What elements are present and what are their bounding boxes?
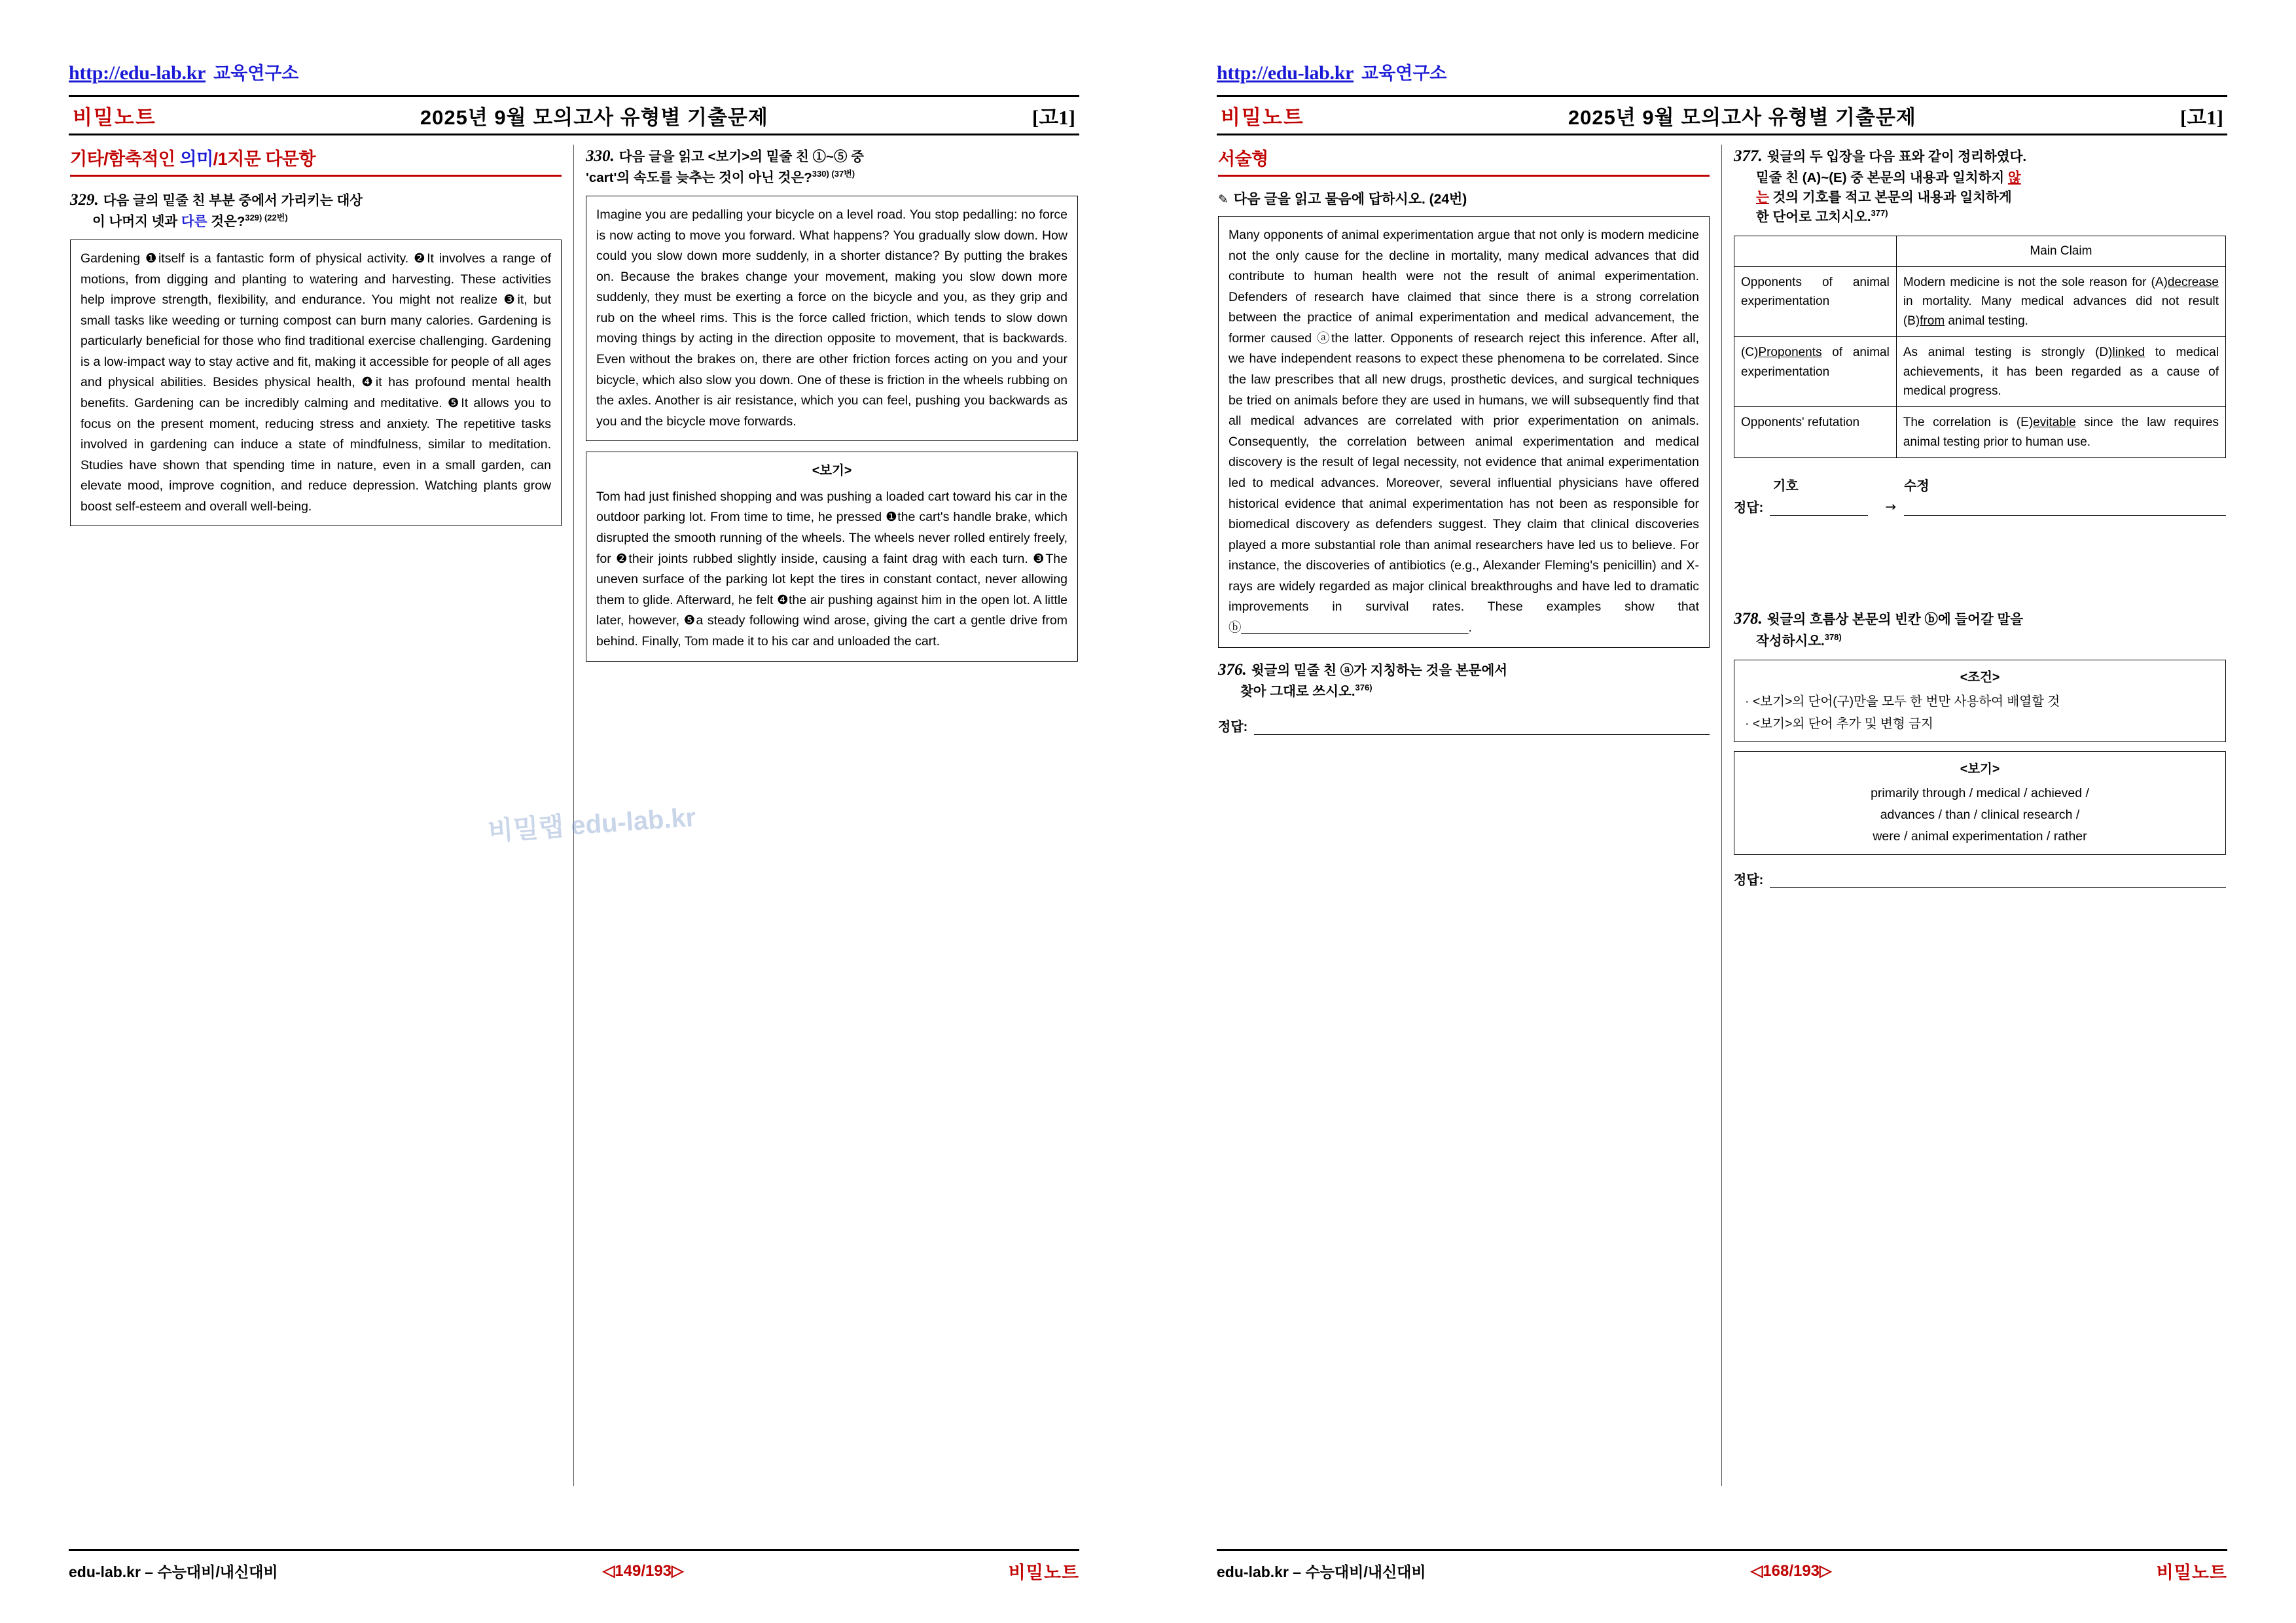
site-name-label: 교육연구소 [213,63,299,83]
row-value-opponents: Modern medicine is not the sole reason for (A)decrease in mortality. Many medical advances did not result (B)from animal testing. [1896,266,2225,336]
site-url-link[interactable]: http://edu-lab.kr [69,62,206,84]
watermark: 비밀랩 edu-lab.kr [487,802,697,847]
correction-input-line[interactable] [1904,499,2226,516]
question-377-head: 377. 윗글의 두 입장을 다음 표와 같이 정리하였다. 밑줄 친 (A)~(E) 중 본문의 내용과 일치하지 않 는 것의 기호를 적고 본문의 내용과 일치하게 한 단어로 고치시오.$^{377)}$ [1734,147,2027,224]
left-column-1 [69,145,574,1486]
site-url-link[interactable]: http://edu-lab.kr [1217,62,1354,84]
condition-box [1734,660,2226,741]
question-378-number: 378. [1734,610,1763,628]
brand-label: 비밀노트 [1221,105,1304,129]
left-page-footer [69,1549,1079,1584]
table-header-row [1734,236,2226,266]
footer-page-number: ◁168/193▷ [1750,1562,1832,1580]
arrow-icon: → [1885,499,1897,515]
bogi-line-1: primarily through / medical / achieved / [1871,785,2089,800]
spacer [1734,522,2226,607]
question-329-passage: Gardening ❶itself is a fantastic form of physical activity. ❷It involves a range of motions, from digging and planting to watering and harvesting. These activities help improve strength, flexibility, and endurance. You might not realize ❸it, but small tasks like weeding or turning compost can burn many calories. Gardening is particularly beneficial for those who find traditional exercise challenging. Gardening is a low-impact way to stay active and fit, making it accessible for people of all ages and physical abilities. Besides physical health, ❹it has profound mental health benefits. Gardening can be incredibly calming and meditative. ❺It allows you to focus on the present moment, reducing stress and anxiety. The repetitive tasks involved in gardening can induce a state of mindfulness, similar to meditation. Studies have shown that spending time in nature, even in a small garden, can elevate mood, improve cognition, and reduce depression. Watching plants grow boost self-esteem and overall well-being. [81,251,551,514]
question-330-number: 330. [586,147,615,165]
question-329 [70,188,562,526]
question-329-number: 329. [70,191,99,209]
question-378-answer-row [1734,869,2226,888]
right-page-footer [1217,1549,2227,1584]
question-330-passage-box [586,196,1078,441]
question-329-head: 329. 다음 글의 밑줄 친 부분 중에서 가리키는 대상 이 나머지 넷과 다른 것은?$^{329) (22번)}$ [70,191,363,230]
table-row [1734,407,2226,458]
question-376 [1218,658,1710,735]
question-330-passage: Imagine you are pedalling your bicycle on a level road. You stop pedalling: no force is now acting to move you forward. What happens? You gradually slow down. How could you slow down more suddenly, in a shorter distance? By putting the brakes on. Because the brakes change your movement, making you slow down more suddenly, they must be exerting a force on the bicycle and you, as they grip and rub on the wheel rims. This is the force called friction, which tends to slow down moving things by acting in the direction opposite to movement, that is backwards. Even without the brakes on, there are other friction forces acting on you and your bicycle, which also slow you down. One of these is friction in the wheels rubbing on the axles. Another is air resistance, which you can feel, pushing you backwards as you and the bicycle move forwards. [596,207,1067,429]
bogi-title: <보기> [1960,761,2000,776]
bogi-line-3: were / animal experimentation / rather [1873,829,2087,844]
question-330-bogi-text: Tom had just finished shopping and was pushing a loaded cart toward his car in the outdoor parking lot. From time to time, he pressed ❶the cart's handle brake, which disrupted the smooth running of the wheels. The wheels never rolled entirely freely, for ❷their joints rubbed slightly inside, causing a faint drag with each turn. ❸The uneven surface of the parking lot kept the tires in constant contact, never allowing them to glide. Afterward, he felt ❹the air pushing against him in the open lot. A little later, however, ❺a steady following wind arose, giving the cart a gentle drive from behind. Finally, Tom made it to his car and unloaded the cart. [596,489,1067,649]
pencil-icon: ✎ [1218,192,1229,207]
page-title: 2025년 9월 모의고사 유형별 기출문제 [1568,105,1916,129]
row-label-proponents: (C)Proponents of animal experimentation [1734,337,1897,407]
footer-brand: 비밀노트 [1008,1563,1079,1582]
page-right [1148,0,2296,1623]
site-link-row-right [1217,59,2227,84]
site-link-row [69,59,1079,84]
footer-site-label: edu-lab.kr – 수능대비/내신대비 [69,1563,278,1580]
reading-prompt: ✎ 다음 글을 읽고 물음에 답하시오. (24번) [1218,192,1467,207]
condition-item-1: · <보기>의 단어(구)만을 모두 한 번만 사용하여 배열할 것 [1745,694,2060,709]
question-330-bogi-box [586,452,1078,661]
section-title-misc: 기타/함축적인 의미/1지문 다문항 [70,145,562,177]
essay-passage: Many opponents of animal experimentation argue that not only is modern medicine not the only cause for the decline in mortality, many medical advances that did contribute to human health were not the result of animal experimentation. Defenders of research have claimed that since there is a strong correlation between the practice of animal experimentation and medical advancement, the former caused ⓐthe latter. Opponents of research reject this inference. After all, we have independent reasons to expect these phenomena to be correlated. Since the law prescribes that all new drugs, prosthetic devices, and surgical techniques be tried on animals before they are used in humans, we will subsequently find that all medical advances are correlated with prior experimentation on animals. Consequently, the correlation between animal experimentation and medical discovery is the result of legal necessity, not evidence that animal experimentation led to medical advances. Moreover, several influential physicians have offered historical evidence that animal experimentation has not been as responsible for biomedical discovery as defenders suggest. They claim that clinical discoveries played a more substantial role than animal researchers have led us to believe. For instance, the discoveries of antibiotics (e.g., Alexander Fleming's penicillin) and X-rays are widely regarded as major clinical breakthroughs and have led to dramatic improvements in survival rates. These examples show that ⓑ________________________________. [1229,228,1699,635]
site-name-label: 교육연구소 [1361,63,1447,83]
page-header-bar [1217,95,2227,135]
answer-label: 정답: [1734,873,1764,888]
question-330-head: 330. 다음 글을 읽고 <보기>의 밑줄 친 ①~⑤ 중 'cart'의 속도를 늦추는 것이 아닌 것은?$^{330) (37번)}$ [586,147,864,186]
question-329-passage-box [70,240,562,527]
question-377-answer-row [1734,497,2226,516]
answer-label: 정답: [1734,501,1764,516]
grade-badge: [고1] [2179,105,2223,129]
answer-input-line[interactable] [1254,718,1710,735]
table-header-blank [1734,236,1897,266]
question-376-number: 376. [1218,660,1247,679]
symbol-header: 기호 [1773,479,1799,494]
footer-site-label: edu-lab.kr – 수능대비/내신대비 [1217,1563,1426,1580]
page-header-bar [69,95,1079,135]
left-column-2 [574,145,1079,1486]
question-378 [1734,607,2226,888]
footer-brand: 비밀노트 [2156,1563,2227,1582]
right-column-1 [1217,145,1722,1486]
answer-column-headers [1734,475,2226,494]
question-378-head: 378. 윗글의 흐름상 본문의 빈칸 ⓑ에 들어갈 말을 작성하시오.$^{378)}$ [1734,610,2024,649]
condition-item-2: · <보기>외 단어 추가 및 변형 금지 [1745,716,1933,731]
symbol-input-line[interactable] [1770,499,1868,516]
right-page-columns [1217,145,2227,1486]
table-row [1734,266,2226,336]
question-376-answer-row [1218,716,1710,735]
question-376-head: 376. 윗글의 밑줄 친 ⓐ가 지칭하는 것을 본문에서 찾아 그대로 쓰시오.$^{376)}$ [1218,660,1508,699]
bogi-line-2: advances / than / clinical research / [1880,808,2080,823]
section-title-essay: 서술형 [1218,145,1710,177]
correction-header: 수정 [1904,479,1929,494]
page-title: 2025년 9월 모의고사 유형별 기출문제 [420,105,768,129]
row-label-opponents: Opponents of animal experimentation [1734,266,1897,336]
row-value-refutation: The correlation is (E)evitable since the law requires animal testing prior to human use. [1896,407,2225,458]
right-column-2 [1722,145,2227,1486]
brand-label: 비밀노트 [73,105,156,129]
question-377-number: 377. [1734,147,1763,165]
left-page-columns [69,145,1079,1486]
bogi-box [1734,751,2226,855]
answer-label: 정답: [1218,719,1248,734]
answer-input-line[interactable] [1770,871,2226,888]
question-377 [1734,145,2226,516]
bogi-label: <보기> [812,463,852,478]
table-row [1734,337,2226,407]
claim-table [1734,236,2226,458]
row-label-refutation: Opponents' refutation [1734,407,1897,458]
essay-passage-box [1218,216,1710,648]
footer-page-number: ◁149/193▷ [602,1562,684,1580]
table-header-main-claim: Main Claim [1896,236,2225,266]
question-330 [586,145,1078,662]
row-value-proponents: As animal testing is strongly (D)linked to medical achievements, it has been regarded as a cause of medical progress. [1896,337,2225,407]
grade-badge: [고1] [1031,105,1075,129]
condition-title: <조건> [1960,670,2000,685]
